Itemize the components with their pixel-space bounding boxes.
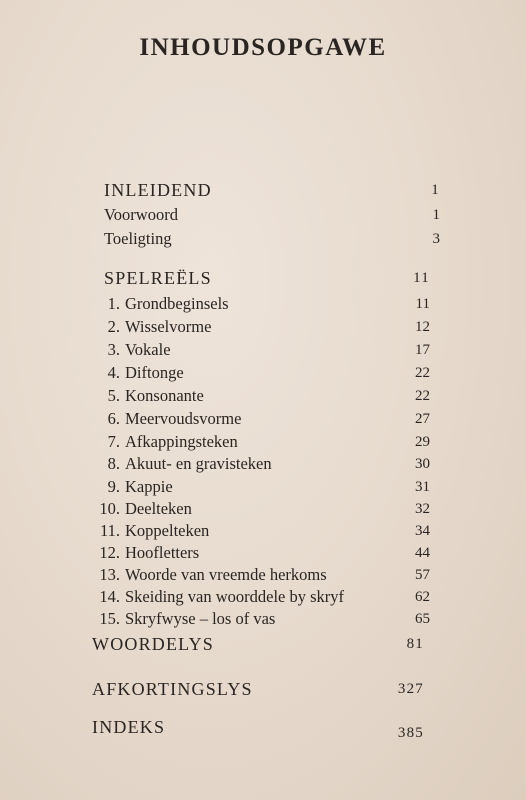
toc-entry-label: Meervoudsvorme: [125, 409, 242, 428]
toc-page-number: 385: [397, 725, 424, 741]
toc-section-label: INLEIDEND: [104, 180, 212, 200]
toc-entry-index: 15.: [99, 609, 120, 628]
toc-entry-label: Wisselvorme: [125, 317, 212, 336]
toc-entry-label: Konsonante: [125, 386, 204, 405]
toc-entry-index: 10.: [99, 499, 120, 518]
page-title: INHOUDSOPGAWE: [139, 34, 387, 61]
toc-entry-index: 9.: [107, 477, 120, 496]
toc-entry-index: 7.: [107, 432, 120, 451]
toc-page-number: 11: [413, 270, 430, 286]
toc-entry-label: Koppelteken: [125, 521, 210, 540]
toc-page-number: 65: [415, 611, 430, 627]
toc-entry-index: 6.: [107, 409, 120, 428]
toc-page-number: 31: [415, 479, 430, 495]
toc-page-number: 1: [432, 207, 440, 223]
toc-page-number: 34: [415, 523, 430, 539]
toc-entry-label: Toeligting: [104, 229, 172, 248]
toc-page-number: 22: [415, 365, 430, 381]
toc-entry-label: Woorde van vreemde herkoms: [125, 565, 327, 584]
toc-entry-index: 4.: [107, 363, 120, 382]
toc-entry-label: Vokale: [125, 340, 171, 359]
toc-entry-label: Afkappingsteken: [125, 432, 238, 451]
toc-entry-index: 3.: [107, 340, 120, 359]
toc-entry-label: Skeiding van woorddele by skryf: [125, 587, 345, 606]
toc-page-number: 81: [406, 636, 424, 652]
toc-entry-index: 13.: [99, 565, 120, 584]
toc-section-label: SPELREËLS: [104, 268, 212, 288]
toc-page-number: 32: [415, 501, 430, 517]
toc-entry-index: 5.: [107, 386, 120, 405]
toc-entry-label: Diftonge: [125, 363, 184, 382]
toc-page-number: 57: [415, 567, 430, 583]
toc-entry-index: 2.: [107, 317, 120, 336]
toc-page-number: 44: [415, 545, 430, 561]
toc-entry-label: Grondbeginsels: [125, 294, 229, 313]
toc-page-number: 22: [415, 388, 430, 404]
toc-entry-index: 12.: [99, 543, 120, 562]
toc-page-number: 1: [431, 182, 440, 198]
toc-page-number: 30: [415, 456, 430, 472]
toc-entry-label: Skryfwyse – los of vas: [125, 609, 276, 628]
toc-entry-label: Deelteken: [125, 499, 192, 518]
toc-page-number: 3: [432, 231, 440, 247]
toc-entry-index: 8.: [107, 454, 120, 473]
toc-entry-index: 14.: [99, 587, 120, 606]
toc-entry-label: Kappie: [125, 477, 173, 496]
toc-page-number: 11: [415, 296, 430, 312]
toc-entry-label: Voorwoord: [104, 205, 178, 224]
toc-page-number: 29: [415, 434, 430, 450]
toc-page-number: 62: [415, 589, 430, 605]
toc-entry-index: 1.: [107, 294, 120, 313]
toc-page-number: 12: [415, 319, 430, 335]
toc-page-number: 27: [415, 411, 430, 427]
toc-section-label: WOORDELYS: [92, 634, 214, 654]
toc-section-label: INDEKS: [92, 717, 166, 737]
toc-entry-index: 11.: [99, 521, 120, 540]
toc-page-number: 17: [415, 342, 430, 358]
toc-section-label: AFKORTINGSLYS: [92, 679, 253, 699]
toc-entry-label: Akuut- en gravisteken: [125, 454, 272, 473]
toc-entry-label: Hoofletters: [125, 543, 200, 562]
toc-page-number: 327: [397, 681, 424, 697]
